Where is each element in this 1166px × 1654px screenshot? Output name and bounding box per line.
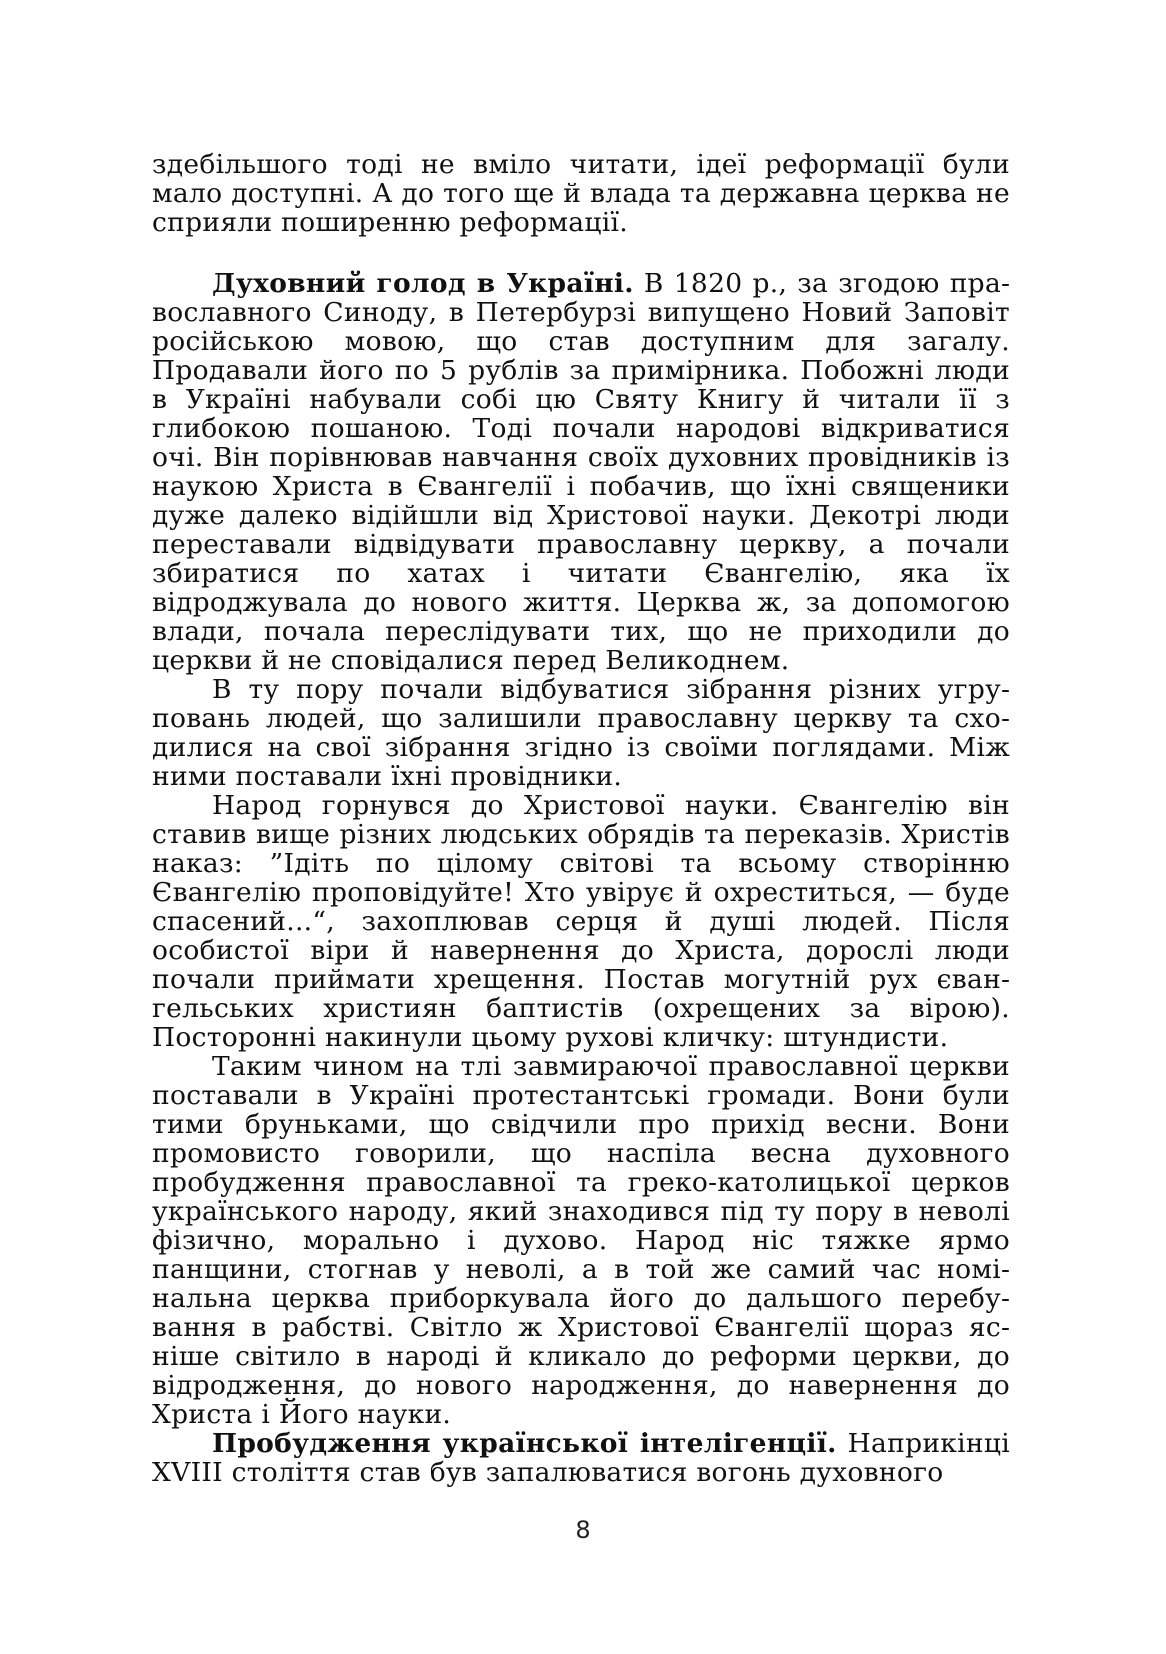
document-page [152,150,1010,1487]
paragraph-1-text: здебільшого тоді не вміло читати, ідеї реформації були мало доступні. А до того ще й влада та державна церква не сприяли поширенню реформації. [152,149,1010,238]
paragraph-2-text: В 1820 р., за згодою православного Синоду, в Петербурзі випущено Новий Заповіт російською мовою, що став доступним для загалу. Продавали його по 5 рублів за примірника. Побожні люди в Україні набували собі цю Святу Книгу й читали її з глибокою пошаною. Тоді почали народові відкриватися очі. Він порівнював навчання своїх духовних провідників із наукою Христа в Євангелії і побачив, що їхні священики дуже далеко відійшли від Христової науки. Декотрі люди переставали відвідувати православну церкву, а почали збиратися по хатах і читати Євангелію, яка їх відроджувала до нового життя. Церква ж, за допомогою влади, почала переслідувати тих, що не приходили до церкви й не сповідалися перед Великоднем. [152,268,1011,676]
paragraph-4 [152,791,1010,1052]
paragraph-2 [152,269,1010,675]
paragraph-3 [152,675,1010,791]
paragraph-5 [152,1052,1010,1429]
paragraph-4-text: Народ горнувся до Христової науки. Євангелію він ставив вище різних людських обрядів та переказів. Христів наказ: ”Ідіть по цілому світові та всьому створінню Євангелію проповідуйте! Хто увірує й охреститься, — буде спасений...“, захоплював серця й душі людей. Після особистої віри й навернення до Христа, дорослі люди почали приймати хрещення. Постав могутній рух євангельських християн баптистів (охрещених за вірою). Посторонні накинули цьому рухові кличку: штундисти. [152,790,1010,1053]
page-number: 8 [575,1516,591,1544]
section-heading-intelligentsia-awakening: Пробудження української інтелігенції. [212,1428,837,1459]
paragraph-6-text: Наприкінці XVIII століття став був запалюватися вогонь духовного [152,1428,1011,1488]
section-heading-spiritual-hunger: Духовний голод в Україні. [212,268,634,299]
paragraph-3-text: В ту пору почали відбуватися зібрання різних угруповань людей, що залишили православну церкву та сходилися на свої зібрання згідно із своїми поглядами. Між ними поставали їхні провідники. [152,674,1010,792]
paragraph-5-text: Таким чином на тлі завмираючої православної церкви поставали в Україні протестантські громади. Вони були тими бруньками, що свідчили про прихід весни. Вони промовисто говорили, що наспіла весна духовного пробудження православної та греко-католицької церков українського народу, який знаходився під ту пору в неволі фізично, морально і духово. Народ ніс тяжке ярмо панщини, стогнав у неволі, а в той же самий час номінальна церква приборкувала його до дальшого перебування в рабстві. Світло ж Христової Євангелії щораз ясніше світило в народі й кликало до реформи церкви, до відродження, до нового народження, до навернення до Христа і Його науки. [152,1051,1010,1430]
paragraph-1 [152,150,1010,237]
paragraph-6 [152,1429,1010,1487]
